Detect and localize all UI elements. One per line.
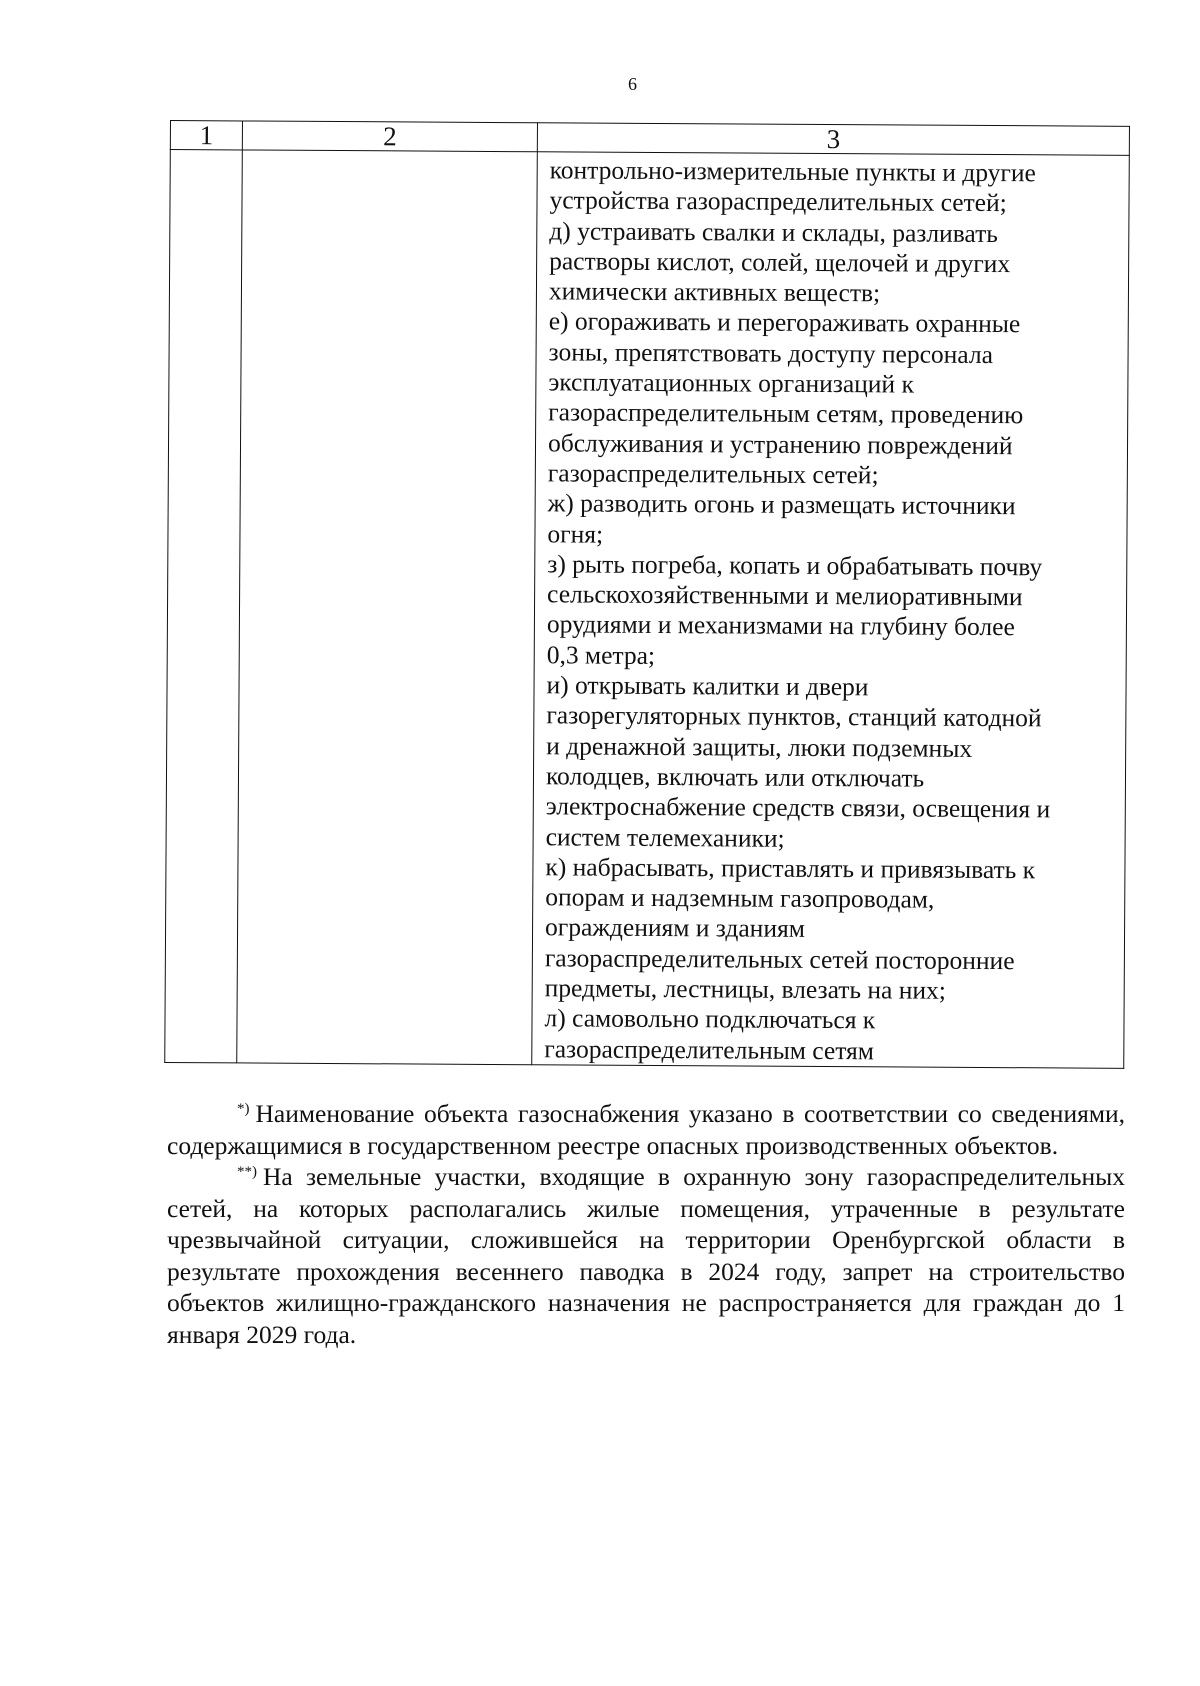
table-cell-col2 (237, 150, 538, 1065)
text-line: колодцев, включать или отключать (545, 761, 925, 793)
text-line: контрольно-измерительные пункты и другие (549, 155, 1036, 188)
text-line: химически активных веществ; (548, 276, 881, 308)
text-line: з) рыть погреба, копать и обрабатывать почву (547, 549, 1043, 582)
text-line: обслуживания и устранению повреждений (547, 427, 1013, 460)
footnote-2-mark: **) (237, 1164, 257, 1180)
text-line: эксплуатационных организаций к (548, 367, 914, 399)
text-line: ж) разводить огонь и размещать источники (547, 488, 1016, 521)
text-line: электроснабжение средств связи, освещения и (545, 791, 1051, 824)
text-line: газораспределительных сетей посторонние (544, 943, 1015, 975)
text-line: е) огораживать и перегораживать охранные (548, 306, 1021, 339)
text-line: газораспределительных сетей; (547, 458, 879, 490)
regulation-table (164, 120, 1130, 1069)
text-line: сельскохозяйственными и мелиоративными (547, 579, 1023, 612)
table-row (165, 150, 1130, 1069)
text-line: зоны, препятствовать доступу персонала (548, 337, 994, 369)
footnote-2-text: На земельные участки, входящие в охранную зону газораспределительных сетей, на которых располагались жилые помещения, утраченные в результате чрезвычайной ситуации, сложившейся на территории Оренбургской области в результате прохождения весеннего паводка в 2024 году, запрет на строительство объектов жилищно-гражданского назначения не распространяется для граждан до 1 января 2029 года. (167, 1162, 1125, 1349)
text-line: систем телемеханики; (545, 821, 785, 853)
text-line: газораспределительным сетям (544, 1033, 875, 1065)
text-line: орудиями и механизмами на глубину более (546, 609, 1015, 642)
column-header-3: 3 (537, 123, 1129, 156)
table-cell-col1 (165, 150, 243, 1063)
text-line: 0,3 метра; (546, 640, 656, 670)
text-line: растворы кислот, солей, щелочей и других (549, 246, 1011, 279)
text-line: ограждениям и зданиям (544, 912, 805, 944)
footnotes (167, 1098, 1125, 1350)
text-line: л) самовольно подключаться к (544, 1003, 876, 1035)
text-line: устройства газораспределительных сетей; (549, 185, 1007, 218)
text-line: опорам и надземным газопроводам, (545, 882, 935, 914)
page-number: 6 (628, 74, 637, 94)
footnote-2 (167, 1161, 1125, 1350)
column-header-2: 2 (242, 121, 537, 152)
table-cell-col3 (532, 152, 1130, 1069)
text-line: газорегуляторных пунктов, станций катодной (546, 700, 1042, 733)
column-header-1: 1 (170, 121, 242, 150)
footnote-1-mark: *) (237, 1101, 250, 1117)
text-line: к) набрасывать, приставлять и привязывать к (545, 852, 1036, 885)
text-line: д) устраивать свалки и склады, разливать (549, 215, 998, 248)
footnote-1-text: Наименование объекта газоснабжения указано в соответствии со сведениями, содержащимися в государственном реестре опасных производственных объектов. (167, 1099, 1125, 1160)
text-line: газораспределительным сетям, проведению (548, 397, 1024, 430)
text-line: и дренажной защиты, люки подземных (546, 730, 973, 763)
text-line: и) открывать калитки и двери (546, 670, 869, 702)
prohibitions-text (532, 152, 1129, 1067)
text-line: огня; (547, 518, 604, 549)
footnote-1 (167, 1098, 1125, 1161)
text-line: предметы, лестницы, влезать на них; (544, 973, 946, 1005)
